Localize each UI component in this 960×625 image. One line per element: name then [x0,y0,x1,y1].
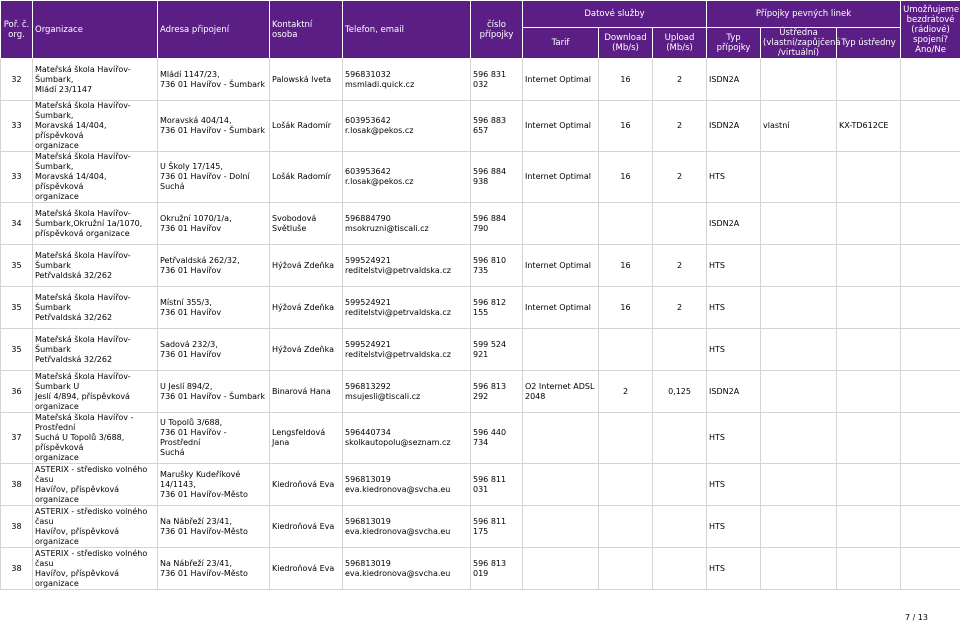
cell-kontakt: Kiedroňová Eva [270,464,343,506]
cell-ustredna [761,245,837,287]
cell-adresa: Mládí 1147/23, 736 01 Havířov - Šumbark [158,59,270,101]
col-header-telefon: Telefon, email [343,1,471,59]
cell-bezdratove [901,203,960,245]
cell-kontakt: Palowská Iveta [270,59,343,101]
table-row [1,506,960,548]
cell-bezdratove [901,506,960,548]
cell-adresa: Petřvaldská 262/32, 736 01 Havířov [158,245,270,287]
cell-upload: 2 [653,245,707,287]
col-header-adresa: Adresa připojení [158,1,270,59]
cell-telefon: 599524921 reditelstvi@petrvaldska.cz [343,329,471,371]
cell-upload [653,413,707,464]
cell-cislo-pripojky: 596 811 031 [471,464,523,506]
table-row [1,548,960,590]
table-row [1,203,960,245]
cell-kontakt: Hýžová Zdeňka [270,287,343,329]
cell-organizace: Mateřská škola Havířov-Šumbark Petřvaldská 32/262 [33,329,158,371]
cell-poradi: 33 [1,152,33,203]
cell-bezdratove [901,152,960,203]
cell-organizace: Mateřská škola Havířov-Šumbark, Mládí 23/1147 [33,59,158,101]
cell-adresa: Sadová 232/3, 736 01 Havířov [158,329,270,371]
cell-bezdratove [901,329,960,371]
cell-organizace: Mateřská škola Havířov-Šumbark, Moravská 14/404, příspěvková organizace [33,152,158,203]
cell-ustredna: vlastní [761,101,837,152]
cell-typ-ustredny [837,506,901,548]
cell-cislo-pripojky: 599 524 921 [471,329,523,371]
cell-typ-ustredny [837,152,901,203]
cell-download: 2 [599,371,653,413]
cell-telefon: 596813292 msujesli@tiscali.cz [343,371,471,413]
cell-typ-pripojky: HTS [707,245,761,287]
cell-tarif: Internet Optimal [523,245,599,287]
cell-typ-pripojky: HTS [707,548,761,590]
cell-kontakt: Lengsfeldová Jana [270,413,343,464]
cell-telefon: 596813019 eva.kiedronova@svcha.eu [343,548,471,590]
page-number: 7 / 13 [904,613,928,622]
col-header-tarif: Tarif [523,28,599,59]
cell-ustredna [761,371,837,413]
cell-upload [653,329,707,371]
cell-tarif [523,413,599,464]
cell-poradi: 38 [1,548,33,590]
cell-adresa: Moravská 404/14, 736 01 Havířov - Šumbark [158,101,270,152]
cell-download [599,548,653,590]
col-header-cislo-pripojky: číslo přípojky [471,1,523,59]
cell-poradi: 35 [1,245,33,287]
cell-bezdratove [901,287,960,329]
cell-typ-pripojky: ISDN2A [707,101,761,152]
group-header-pripojky: Přípojky pevných linek [707,1,901,28]
cell-organizace: Mateřská škola Havířov-Šumbark, Moravská 14/404, příspěvková organizace [33,101,158,152]
cell-ustredna [761,203,837,245]
cell-bezdratove [901,413,960,464]
cell-kontakt: Hýžová Zdeňka [270,245,343,287]
cell-tarif: Internet Optimal [523,287,599,329]
col-header-organizace: Organizace [33,1,158,59]
cell-typ-ustredny: KX-TD612CE [837,101,901,152]
table-row [1,152,960,203]
cell-kontakt: Lošák Radomír [270,152,343,203]
cell-download [599,506,653,548]
col-header-bezdratove: Umožňujeme bezdrátové (rádiové) spojení? Ano/Ne [901,1,960,59]
table-row [1,464,960,506]
cell-cislo-pripojky: 596 831 032 [471,59,523,101]
cell-tarif: O2 Internet ADSL 2048 [523,371,599,413]
cell-bezdratove [901,464,960,506]
cell-bezdratove [901,371,960,413]
cell-poradi: 38 [1,506,33,548]
cell-typ-pripojky: HTS [707,506,761,548]
table-row [1,329,960,371]
cell-ustredna [761,152,837,203]
cell-typ-pripojky: HTS [707,329,761,371]
cell-download: 16 [599,101,653,152]
cell-bezdratove [901,101,960,152]
cell-adresa: U Topolů 3/688, 736 01 Havířov - Prostřední Suchá [158,413,270,464]
cell-organizace: Mateřská škola Havířov- Šumbark,Okružní 1a/1070, příspěvková organizace [33,203,158,245]
cell-tarif [523,203,599,245]
cell-cislo-pripojky: 596 884 790 [471,203,523,245]
cell-telefon: 596440734 skolkautopolu@seznam.cz [343,413,471,464]
cell-poradi: 32 [1,59,33,101]
cell-tarif: Internet Optimal [523,101,599,152]
cell-download: 16 [599,287,653,329]
cell-bezdratove [901,59,960,101]
cell-kontakt: Kiedroňová Eva [270,548,343,590]
cell-cislo-pripojky: 596 884 938 [471,152,523,203]
cell-organizace: ASTERIX - středisko volného času Havířov, příspěvková organizace [33,548,158,590]
cell-download: 16 [599,59,653,101]
table-row [1,413,960,464]
cell-telefon: 596884790 msokruzni@tiscali.cz [343,203,471,245]
cell-poradi: 33 [1,101,33,152]
cell-telefon: 603953642 r.losak@pekos.cz [343,152,471,203]
cell-kontakt: Hýžová Zdeňka [270,329,343,371]
cell-tarif: Internet Optimal [523,152,599,203]
cell-upload: 2 [653,59,707,101]
cell-typ-ustredny [837,413,901,464]
cell-typ-pripojky: HTS [707,152,761,203]
cell-kontakt: Binarová Hana [270,371,343,413]
cell-poradi: 37 [1,413,33,464]
cell-typ-ustredny [837,548,901,590]
cell-organizace: ASTERIX - středisko volného času Havířov, příspěvková organizace [33,506,158,548]
cell-cislo-pripojky: 596 812 155 [471,287,523,329]
col-header-download: Download (Mb/s) [599,28,653,59]
cell-upload: 2 [653,152,707,203]
cell-typ-pripojky: HTS [707,413,761,464]
cell-cislo-pripojky: 596 440 734 [471,413,523,464]
cell-bezdratove [901,245,960,287]
cell-upload [653,548,707,590]
cell-download [599,203,653,245]
cell-adresa: Místní 355/3, 736 01 Havířov [158,287,270,329]
col-header-typ-pripojky: Typ přípojky [707,28,761,59]
cell-upload: 2 [653,287,707,329]
table-row [1,371,960,413]
cell-typ-ustredny [837,245,901,287]
cell-bezdratove [901,548,960,590]
cell-upload [653,464,707,506]
table-row [1,287,960,329]
cell-adresa: Marušky Kudeříkové 14/1143, 736 01 Havířov-Město [158,464,270,506]
cell-cislo-pripojky: 596 810 735 [471,245,523,287]
cell-adresa: Na Nábřeží 23/41, 736 01 Havířov-Město [158,506,270,548]
cell-ustredna [761,329,837,371]
cell-adresa: Okružní 1070/1/a, 736 01 Havířov [158,203,270,245]
cell-organizace: Mateřská škola Havířov-Šumbark Petřvaldská 32/262 [33,245,158,287]
cell-cislo-pripojky: 596 813 292 [471,371,523,413]
cell-upload [653,506,707,548]
cell-typ-ustredny [837,329,901,371]
cell-tarif [523,548,599,590]
cell-typ-ustredny [837,203,901,245]
cell-tarif [523,464,599,506]
cell-typ-pripojky: ISDN2A [707,371,761,413]
cell-upload [653,203,707,245]
cell-poradi: 35 [1,329,33,371]
cell-typ-pripojky: HTS [707,287,761,329]
table-row [1,101,960,152]
col-header-por-c: Poř. č. org. [1,1,33,59]
cell-organizace: ASTERIX - středisko volného času Havířov, příspěvková organizace [33,464,158,506]
cell-tarif [523,506,599,548]
cell-download: 16 [599,152,653,203]
col-header-kontakt: Kontaktní osoba [270,1,343,59]
cell-organizace: Mateřská škola Havířov-Šumbark Petřvaldská 32/262 [33,287,158,329]
cell-tarif: Internet Optimal [523,59,599,101]
table-row [1,245,960,287]
col-header-typ-ustredny: Typ ústředny [837,28,901,59]
cell-ustredna [761,59,837,101]
table-row [1,59,960,101]
cell-typ-pripojky: ISDN2A [707,59,761,101]
cell-ustredna [761,548,837,590]
header-row [1,1,960,28]
cell-typ-pripojky: ISDN2A [707,203,761,245]
group-header-datove-sluzby: Datové služby [523,1,707,28]
cell-download [599,413,653,464]
cell-download [599,329,653,371]
cell-typ-ustredny [837,287,901,329]
cell-upload: 2 [653,101,707,152]
cell-poradi: 35 [1,287,33,329]
col-header-upload: Upload (Mb/s) [653,28,707,59]
cell-typ-pripojky: HTS [707,464,761,506]
cell-poradi: 34 [1,203,33,245]
col-header-ustredna: Ústředna (vlastní/zapůjčená /virtuální) [761,28,837,59]
cell-ustredna [761,464,837,506]
cell-organizace: Mateřská škola Havířov-Šumbark U Jeslí 4/894, příspěvková organizace [33,371,158,413]
cell-typ-ustredny [837,59,901,101]
cell-cislo-pripojky: 596 811 175 [471,506,523,548]
cell-kontakt: Lošák Radomír [270,101,343,152]
cell-poradi: 36 [1,371,33,413]
cell-ustredna [761,413,837,464]
cell-telefon: 596813019 eva.kiedronova@svcha.eu [343,464,471,506]
cell-telefon: 596831032 msmladi.quick.cz [343,59,471,101]
cell-organizace: Mateřská škola Havířov - Prostřední Suchá U Topolů 3/688, příspěvková organizace [33,413,158,464]
cell-telefon: 599524921 reditelstvi@petrvaldska.cz [343,245,471,287]
cell-adresa: Na Nábřeží 23/41, 736 01 Havířov-Město [158,548,270,590]
cell-tarif [523,329,599,371]
cell-adresa: U Školy 17/145, 736 01 Havířov - Dolní Suchá [158,152,270,203]
cell-typ-ustredny [837,371,901,413]
cell-ustredna [761,287,837,329]
cell-telefon: 596813019 eva.kiedronova@svcha.eu [343,506,471,548]
cell-download [599,464,653,506]
cell-cislo-pripojky: 596 813 019 [471,548,523,590]
cell-download: 16 [599,245,653,287]
cell-ustredna [761,506,837,548]
table-body [1,59,960,590]
cell-poradi: 38 [1,464,33,506]
cell-cislo-pripojky: 596 883 657 [471,101,523,152]
cell-kontakt: Svobodová Světluše [270,203,343,245]
cell-upload: 0,125 [653,371,707,413]
cell-adresa: U Jeslí 894/2, 736 01 Havířov - Šumbark [158,371,270,413]
cell-typ-ustredny [837,464,901,506]
cell-telefon: 599524921 reditelstvi@petrvaldska.cz [343,287,471,329]
cell-telefon: 603953642 r.losak@pekos.cz [343,101,471,152]
cell-kontakt: Kiedroňová Eva [270,506,343,548]
